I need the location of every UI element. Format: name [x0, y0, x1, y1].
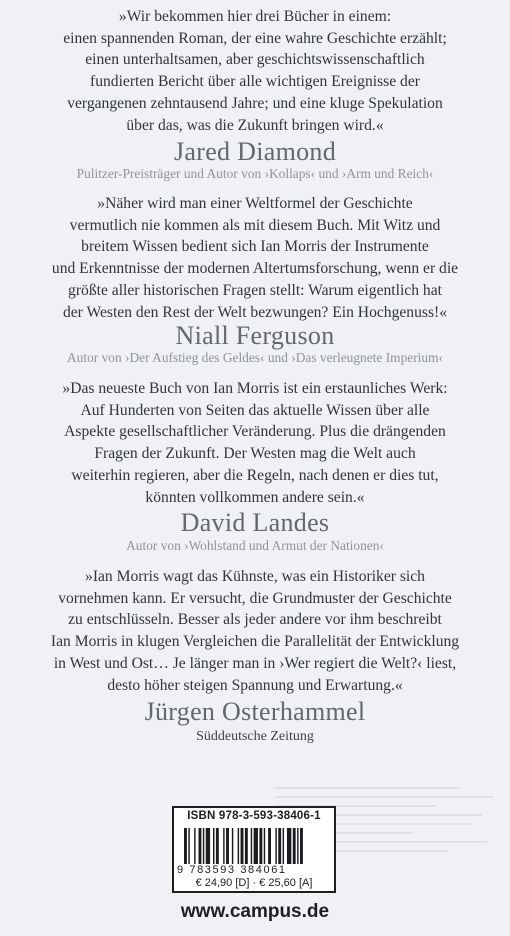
- quote-line: zu entschlüsseln. Besser als jeder andere vor ihm beschreibt: [68, 611, 442, 629]
- barcode-icon: [184, 828, 326, 864]
- quote-line: fundierten Bericht über alle wichtigen Ereignisse der: [90, 73, 420, 91]
- review-quote-2: [0, 193, 510, 323]
- review-credit-2: Autor von ›Der Aufstieg des Geldes‹ und ›Das verleugnete Imperium‹: [67, 350, 443, 365]
- quote-line: könnten vollkommen andere sein.«: [145, 488, 365, 506]
- quote-line: breitem Wissen bedient sich Ian Morris der Instrumente: [81, 238, 429, 256]
- quote-line: vergangenen zehntausend Jahre; und eine kluge Spekulation: [67, 94, 443, 112]
- quote-line: »Wir bekommen hier drei Bücher in einem:: [118, 8, 392, 25]
- quote-line: einen spannenden Roman, der eine wahre Geschichte erzählt;: [63, 29, 447, 47]
- review-quote-1: [0, 6, 510, 136]
- quote-line: Ian Morris in klugen Vergleichen die Parallelität der Entwicklung: [50, 633, 460, 651]
- quote-line: vornehmen kann. Er versucht, die Grundmuster der Geschichte: [58, 589, 452, 607]
- review-author-2: Niall Ferguson: [175, 321, 335, 350]
- review-credit-1: Pulitzer-Preisträger und Autor von ›Kollaps‹ und ›Arm und Reich‹: [76, 166, 434, 181]
- quote-line: Fragen der Zukunft. Der Westen mag die Welt auch: [94, 445, 416, 463]
- quote-line: in West und Ost… Je länger man in ›Wer regiert die Welt?‹ liest,: [53, 654, 457, 672]
- quote-line: der Westen den Rest der Welt bezwungen? Ein Hochgenuss!«: [62, 303, 448, 321]
- publisher-website[interactable]: www.campus.de: [180, 901, 330, 922]
- review-quote-4: [0, 566, 510, 696]
- price-label: € 24,90 [D] · € 25,60 [A]: [195, 877, 313, 889]
- quote-line: größte aller historischen Fragen stellt: Warum eigentlich hat: [68, 281, 442, 299]
- review-author-3: David Landes: [180, 508, 330, 537]
- barcode-box: [172, 806, 336, 893]
- review-credit-4: Süddeutsche Zeitung: [196, 729, 314, 744]
- quote-line: »Das neueste Buch von Ian Morris ist ein erstaunliches Werk:: [62, 380, 448, 397]
- quote-line: »Ian Morris wagt das Kühnste, was ein Historiker sich: [85, 568, 425, 585]
- quote-line: vermutlich nie kommen als mit diesem Buch. Mit Witz und: [69, 216, 441, 234]
- isbn-label: ISBN 978-3-593-38406-1: [187, 810, 321, 822]
- quote-line: einen unterhaltsamen, aber geschichtswissenschaftlich: [85, 51, 425, 69]
- quote-line: Auf Hunderten von Seiten das aktuelle Wissen über alle: [80, 401, 430, 419]
- quote-line: weiterhin regieren, aber die Regeln, nach denen er dies tut,: [71, 466, 439, 484]
- review-author-1: Jared Diamond: [173, 137, 337, 166]
- review-quote-3: [0, 378, 510, 508]
- review-credit-3: Autor von ›Wohlstand und Armut der Nationen‹: [126, 538, 384, 553]
- quote-line: Aspekte gesellschaftlicher Veränderung. Plus die drängenden: [64, 423, 446, 441]
- barcode-digits: 9 783593 384061: [177, 864, 287, 876]
- quote-line: und Erkenntnisse der modernen Altertumsforschung, wenn er die: [51, 260, 459, 278]
- quote-line: über das, was die Zukunft bringen wird.«: [126, 116, 384, 134]
- quote-line: »Näher wird man einer Weltformel der Geschichte: [97, 195, 413, 212]
- quote-line: desto höher steigen Spannung und Erwartung.«: [107, 676, 403, 694]
- review-author-4: Jürgen Osterhammel: [144, 697, 366, 726]
